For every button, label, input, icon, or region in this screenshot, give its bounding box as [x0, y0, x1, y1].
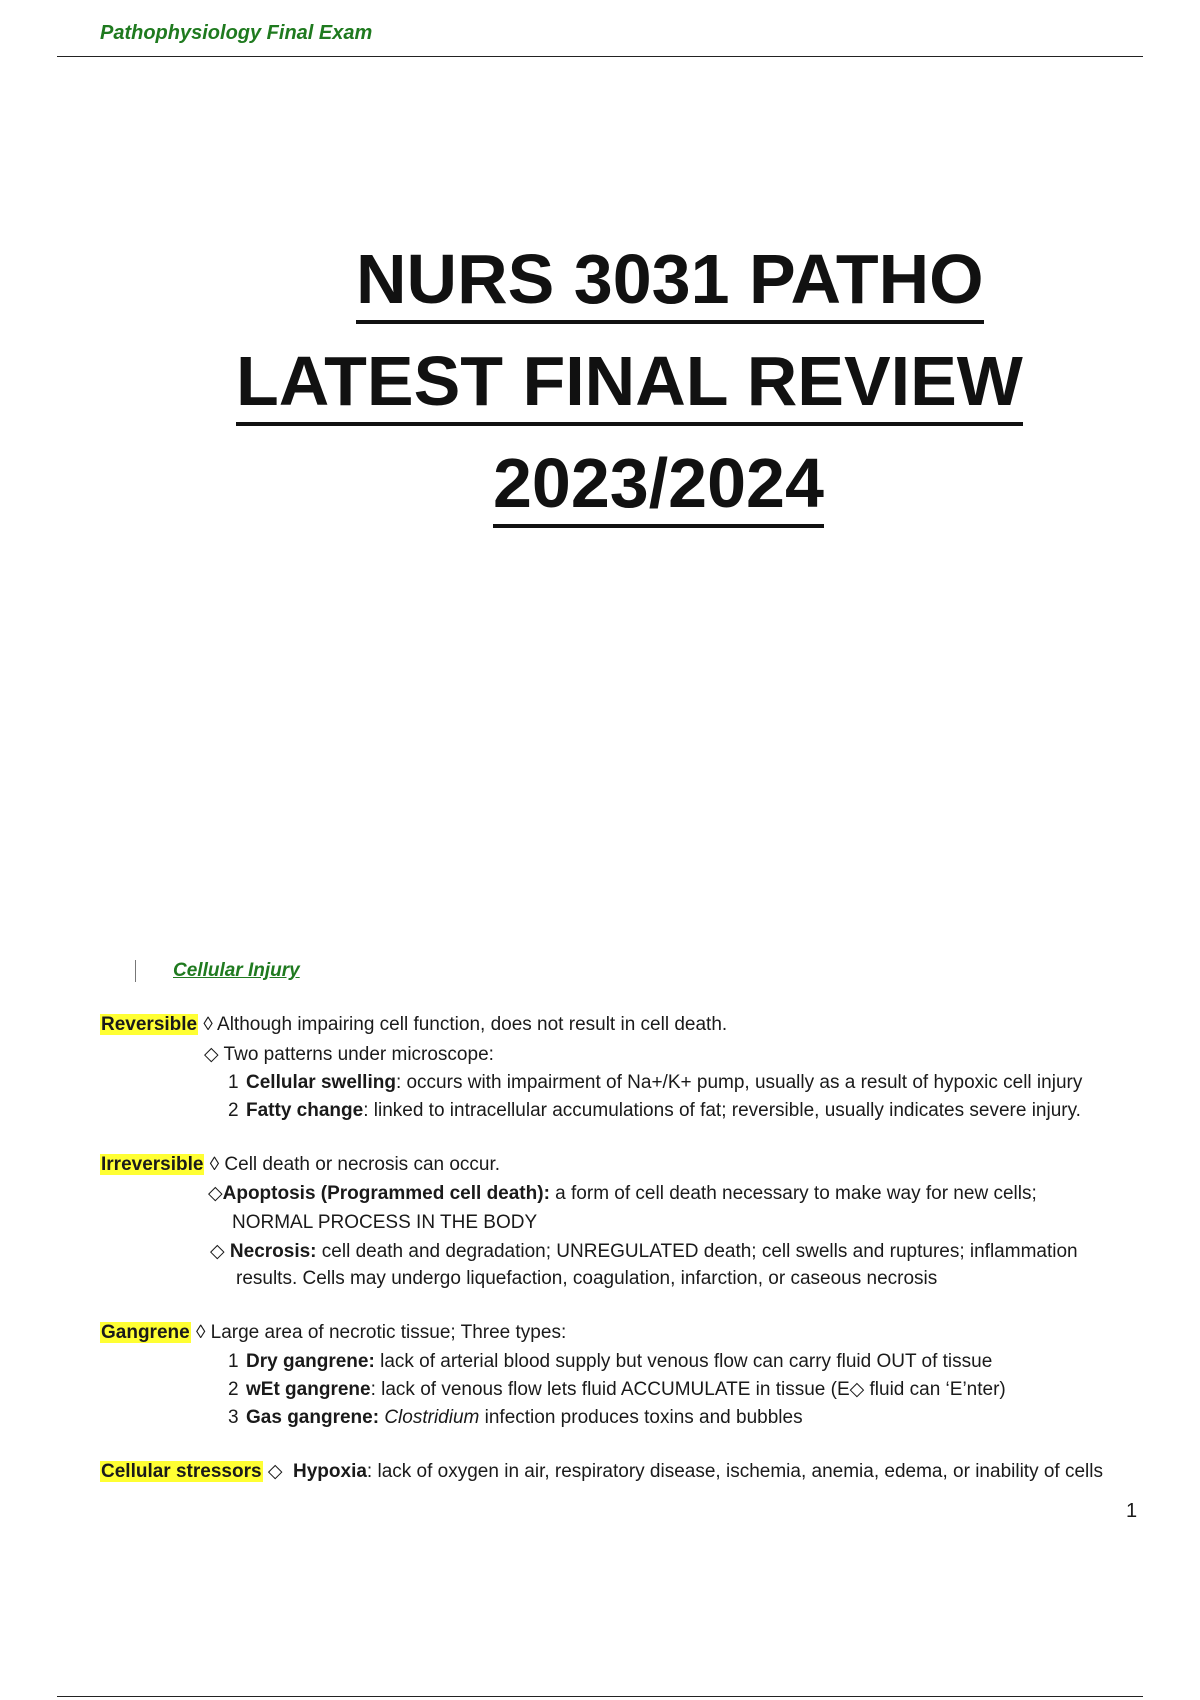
- stressors-term-highlight: Cellular stressors: [101, 1461, 262, 1482]
- list-item-text: : occurs with impairment of Na+/K+ pump, usually as a result of hypoxic cell injury: [395, 1072, 1083, 1093]
- diamond-bullet-icon: ◇: [204, 1044, 219, 1065]
- section-heading: Cellular Injury: [173, 960, 300, 981]
- list-number: 1: [228, 1072, 239, 1093]
- footer-rule: [57, 1696, 1143, 1697]
- document-title-line-2: [236, 342, 1023, 420]
- header-rule: [57, 56, 1143, 57]
- reversible-term-highlight: Reversible: [101, 1014, 198, 1035]
- diamond-bullet-icon: ◇: [208, 1183, 223, 1204]
- gangrene-list-item: [228, 1379, 1006, 1402]
- apoptosis-term: Apoptosis (Programmed cell death):: [222, 1183, 550, 1204]
- reversible-patterns-intro: Two patterns under microscope:: [218, 1044, 494, 1065]
- list-number: 3: [228, 1407, 239, 1428]
- list-number: 1: [228, 1351, 239, 1372]
- irreversible-definition: Cell death or necrosis can occur.: [219, 1154, 501, 1175]
- list-item-text: lack of arterial blood supply but venous flow can carry fluid OUT of tissue: [374, 1351, 993, 1372]
- gangrene-term-highlight: Gangrene: [101, 1322, 190, 1343]
- necrosis-continuation: results. Cells may undergo liquefaction, coagulation, infarction, or caseous necrosis: [236, 1268, 938, 1289]
- reversible-definition: Although impairing cell function, does not result in cell death.: [212, 1014, 728, 1035]
- reversible-definition-row: [100, 1014, 727, 1037]
- reversible-list-item: [228, 1100, 1081, 1123]
- irreversible-definition-row: [100, 1154, 500, 1177]
- hypoxia-term: Hypoxia: [293, 1461, 367, 1482]
- list-item-text: : lack of venous flow lets fluid ACCUMULATE in tissue (E◇ fluid can ‘E’nter): [370, 1379, 1006, 1400]
- diamond-arrow-icon: ◊: [209, 1154, 220, 1175]
- list-item-text: infection produces toxins and bubbles: [479, 1407, 803, 1428]
- title-line-3-text: 2023/2024: [493, 444, 824, 528]
- diamond-bullet-icon: ◇: [210, 1241, 225, 1262]
- necrosis-term: Necrosis:: [229, 1241, 317, 1262]
- diamond-bullet-icon: ◇: [267, 1461, 283, 1482]
- list-item-term: Fatty change: [246, 1100, 364, 1121]
- apoptosis-row: [208, 1183, 1037, 1206]
- gangrene-list-item: [228, 1351, 992, 1374]
- stressors-row: [100, 1461, 1103, 1484]
- list-item-term: Cellular swelling: [246, 1072, 396, 1093]
- reversible-list-item: [228, 1072, 1082, 1095]
- reversible-patterns-row: [204, 1044, 494, 1067]
- irreversible-term-highlight: Irreversible: [101, 1154, 204, 1175]
- necrosis-row: [210, 1241, 1078, 1264]
- hypoxia-text: : lack of oxygen in air, respiratory disease, ischemia, anemia, edema, or inability of cells: [366, 1461, 1103, 1482]
- diamond-arrow-icon: ◊: [195, 1322, 206, 1343]
- list-number: 2: [228, 1100, 239, 1121]
- apoptosis-text: a form of cell death necessary to make way for new cells;: [549, 1183, 1037, 1204]
- document-title-line-3: [493, 444, 824, 522]
- list-item-term: wEt gangrene: [246, 1379, 371, 1400]
- gangrene-definition-row: [100, 1322, 566, 1345]
- title-line-2-text: LATEST FINAL REVIEW: [236, 342, 1023, 426]
- apoptosis-continuation: NORMAL PROCESS IN THE BODY: [232, 1212, 538, 1233]
- title-line-1-text: NURS 3031 PATHO: [356, 240, 984, 324]
- list-item-term: Gas gangrene:: [246, 1407, 380, 1428]
- page-number: 1: [1126, 1500, 1138, 1522]
- list-item-text: : linked to intracellular accumulations of fat; reversible, usually indicates severe injury.: [363, 1100, 1081, 1121]
- section-margin-bar: [135, 960, 136, 982]
- list-number: 2: [228, 1379, 239, 1400]
- list-item-italic: Clostridium: [384, 1407, 480, 1428]
- gangrene-definition: Large area of necrotic tissue; Three types:: [205, 1322, 567, 1343]
- diamond-arrow-icon: ◊: [203, 1014, 213, 1035]
- gangrene-list-item: [228, 1407, 803, 1430]
- document-title-line-1: [356, 240, 984, 318]
- running-header-title: Pathophysiology Final Exam: [100, 22, 373, 44]
- list-item-term: Dry gangrene:: [246, 1351, 375, 1372]
- necrosis-text: cell death and degradation; UNREGULATED death; cell swells and ruptures; inflammation: [316, 1241, 1078, 1262]
